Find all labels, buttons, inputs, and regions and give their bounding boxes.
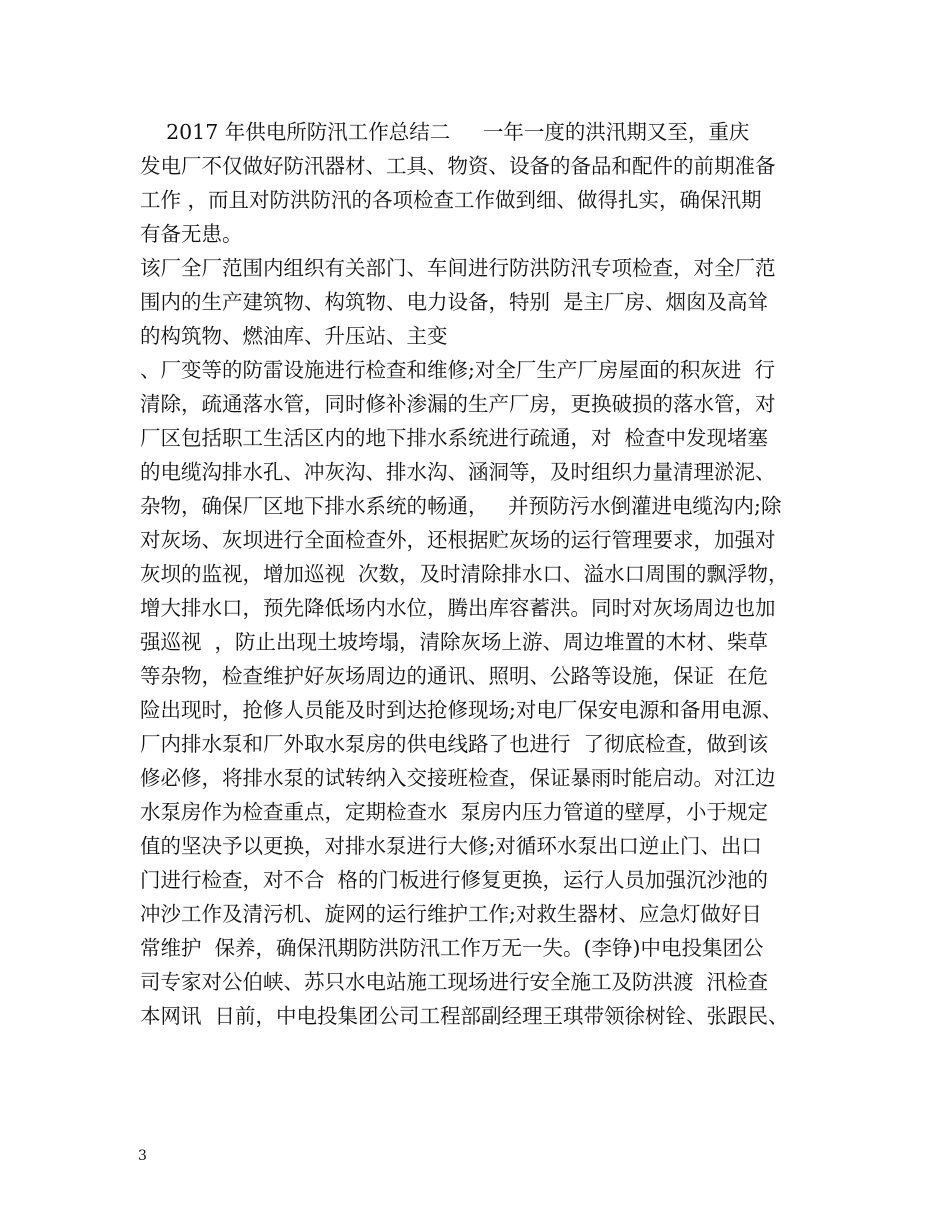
text-line: 险出现时，抢修人员能及时到达抢修现场;对电厂保安电源和备用电源、	[140, 698, 783, 722]
text-line: 发电厂不仅做好防汛器材、工具、物资、设备的备品和配件的前期准备	[140, 154, 776, 178]
text-line: 等杂物，检查维护好灰场周边的通讯、照明、公路等设施，保证 在危	[140, 664, 769, 688]
text-line: 本网讯 日前，中电投集团公司工程部副经理王琪带领徐树铨、张跟民、	[140, 1004, 789, 1028]
page-number: 3	[138, 1148, 147, 1164]
text-line: 工作 ，而且对防洪防汛的各项检查工作做到细、做得扎实，确保汛期	[140, 188, 762, 212]
text-line: 、厂变等的防雷设施进行检查和维修;对全厂生产厂房屋面的积灰进 行	[140, 358, 775, 382]
text-line: 修必修，将排水泵的试转纳入交接班检查，保证暴雨时能启动。对江边	[140, 766, 776, 790]
text-line: 有备无患。	[140, 222, 243, 246]
text-line: 门进行检查，对不合 格的门板进行修复更换，运行人员加强沉沙池的	[140, 868, 769, 892]
text-line: 灰坝的监视，增加巡视 次数，及时清除排水口、溢水口周围的飘浮物，	[140, 562, 789, 586]
text-line: 常维护 保养，确保汛期防洪防汛工作万无一失。(李铮)中电投集团公	[140, 936, 764, 960]
text-line: 的构筑物、燃油库、升压站、主变	[140, 324, 448, 348]
text-line: 清除，疏通落水管，同时修补渗漏的生产厂房，更换破损的落水管，对	[140, 392, 776, 416]
text-line: 2017 年供电所防汛工作总结二 一年一度的洪汛期又至，重庆	[140, 120, 750, 144]
text-line: 司专家对公伯峡、苏只水电站施工现场进行安全施工及防洪渡 汛检查	[140, 970, 769, 994]
text-line: 增大排水口，预先降低场内水位，腾出库容蓄洪。同时对灰场周边也加	[140, 596, 776, 620]
text-line: 围内的生产建筑物、构筑物、电力设备，特别 是主厂房、烟囱及高耸	[140, 290, 769, 314]
text-line: 厂内排水泵和厂外取水泵房的供电线路了也进行 了彻底检查，做到该	[140, 732, 769, 756]
text-line: 水泵房作为检查重点，定期检查水 泵房内压力管道的壁厚，小于规定	[140, 800, 769, 824]
text-line: 的电缆沟排水孔、冲灰沟、排水沟、涵洞等，及时组织力量清理淤泥、	[140, 460, 776, 484]
text-line: 对灰场、灰坝进行全面检查外，还根据贮灰场的运行管理要求，加强对	[140, 528, 776, 552]
text-line: 该厂全厂范围内组织有关部门、车间进行防洪防汛专项检查，对全厂范	[140, 256, 776, 280]
text-line: 冲沙工作及清污机、旋网的运行维护工作;对救生器材、应急灯做好日	[140, 902, 762, 926]
text-line: 杂物，确保厂区地下排水系统的畅通， 并预防污水倒灌进电缆沟内;除	[140, 494, 782, 518]
text-line: 强巡视 ，防止出现土坡垮塌，清除灰场上游、周边堆置的木材、柴草	[140, 630, 769, 654]
text-line: 厂区包括职工生活区内的地下排水系统进行疏通，对 检查中发现堵塞	[140, 426, 769, 450]
text-line: 值的坚决予以更换，对排水泵进行大修;对循环水泵出口逆止门、出口	[140, 834, 762, 858]
